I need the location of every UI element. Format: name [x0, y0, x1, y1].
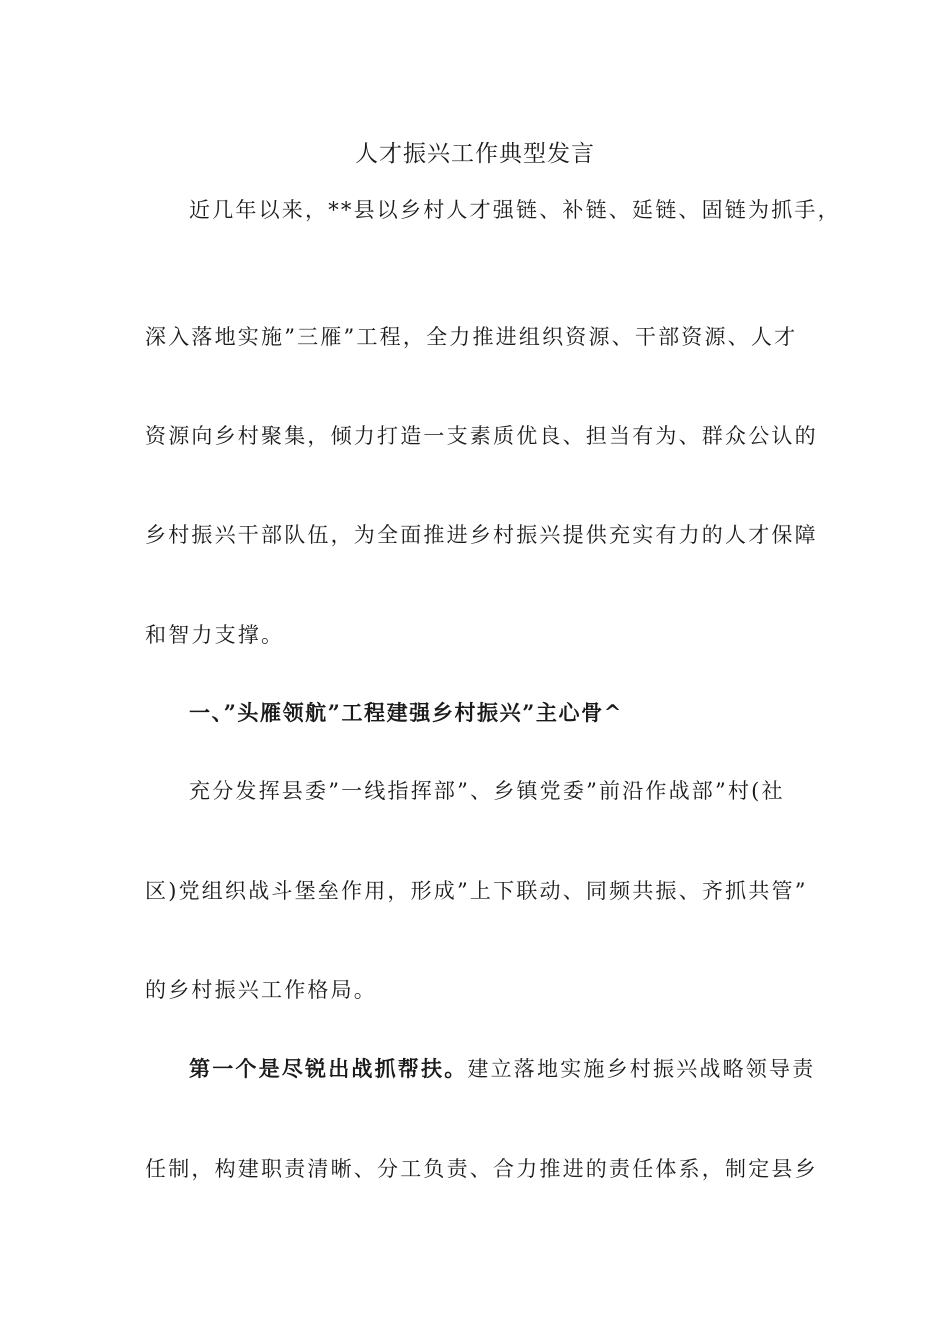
document-title: 人才振兴工作典型发言 — [355, 141, 595, 167]
paragraph-line — [145, 1054, 854, 1084]
section-heading: 一、”头雁领航”工程建强乡村振兴”主心骨^ — [189, 700, 623, 725]
paragraph-line: 任制，构建职责清晰、分工负责、合力推进的责任体系，制定县乡 — [145, 1157, 818, 1181]
paragraph-line: 乡村振兴干部队伍，为全面推进乡村振兴提供充实有力的人才保障 — [145, 523, 818, 547]
paragraph-line: 区)党组织战斗堡垒作用，形成”上下联动、同频共振、齐抓共管” — [145, 879, 808, 903]
item-text: 建立落地实施乡村振兴战略领导责 — [467, 1057, 816, 1081]
paragraph-line: 充分发挥县委”一线指挥部”、乡镇党委”前沿作战部”村(社 — [189, 779, 785, 803]
paragraph-line: 近几年以来，**县以乡村人才强链、补链、延链、固链为抓手， — [189, 198, 841, 222]
item-lead: 第一个是尽锐出战抓帮扶。 — [189, 1056, 468, 1081]
paragraph-line: 的乡村振兴工作格局。 — [145, 978, 377, 1002]
paragraph-line: 和智力支撑。 — [145, 623, 285, 647]
paragraph-line: 资源向乡村聚集，倾力打造一支素质优良、担当有为、群众公认的 — [145, 424, 818, 448]
paragraph-line: 深入落地实施”三雁”工程，全力推进组织资源、干部资源、人才 — [145, 325, 798, 349]
